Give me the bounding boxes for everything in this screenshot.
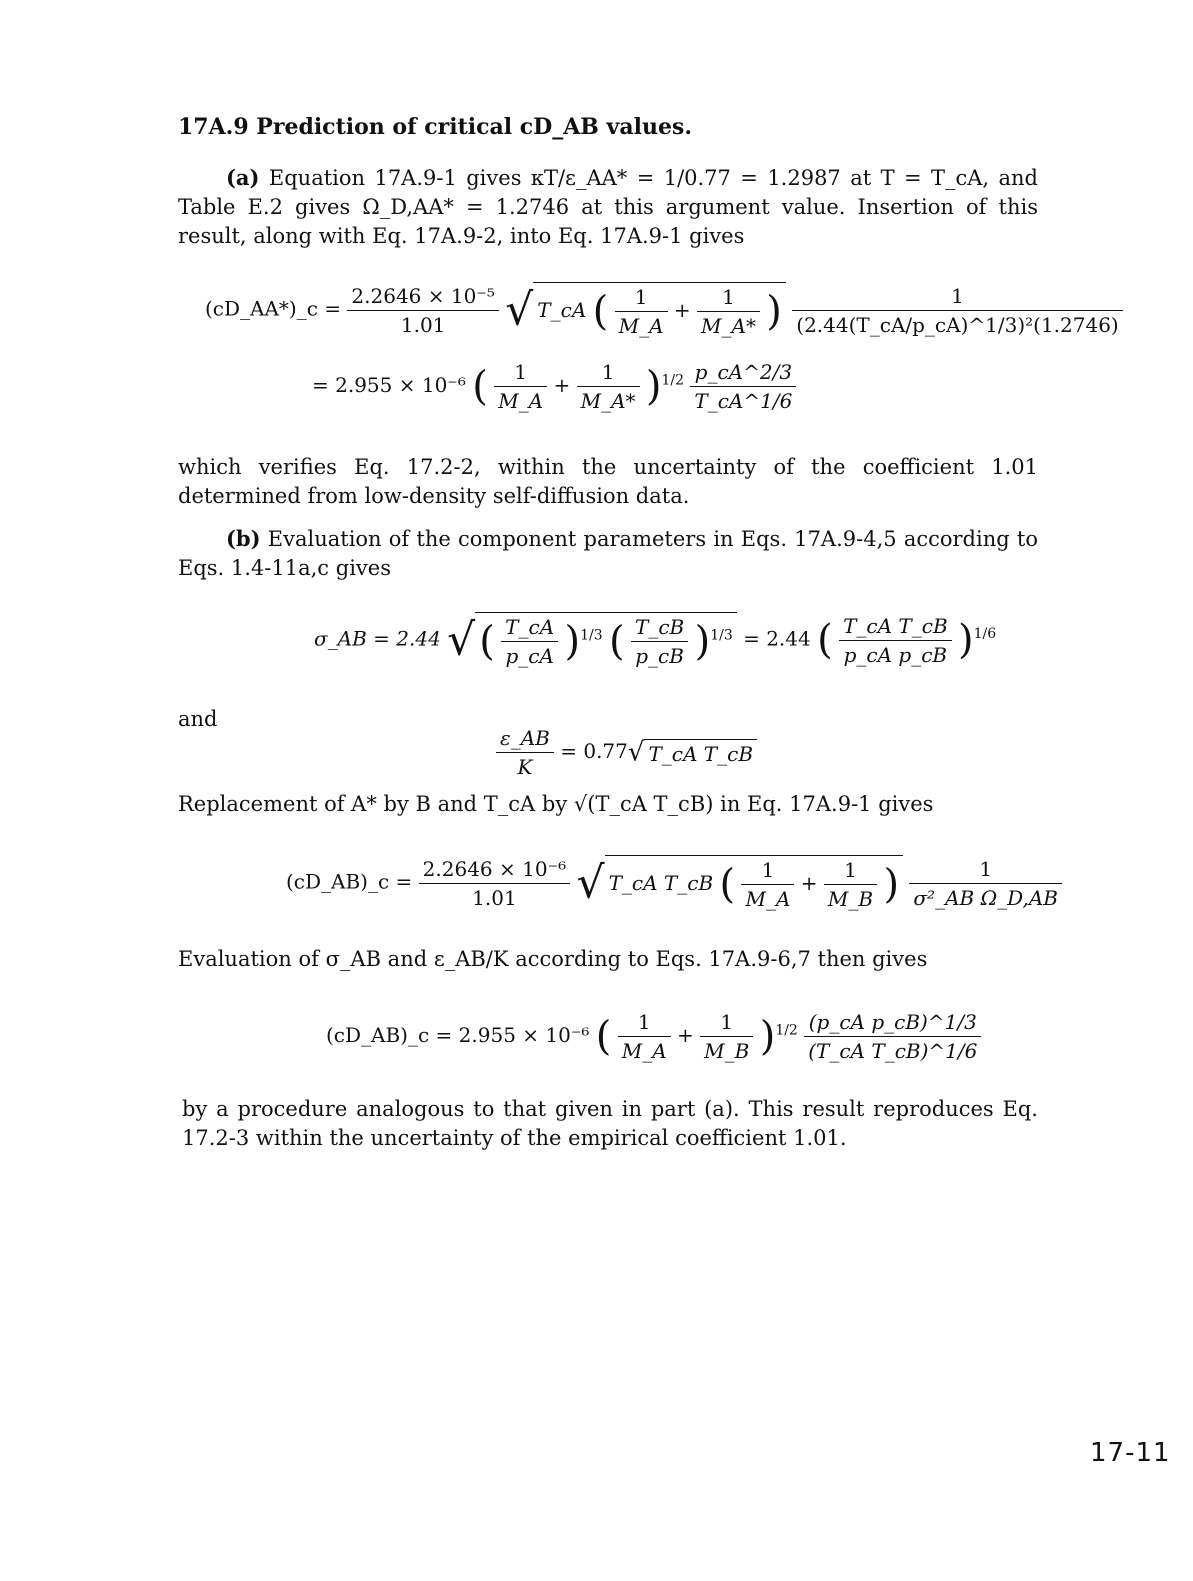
eq1-f2-den: M_A* [701, 314, 756, 338]
eq1-sqrt-body: T_cA [537, 298, 587, 322]
page-number-text: 17-11 [1090, 1438, 1171, 1468]
eq2-f1-den: M_A [498, 389, 544, 413]
evaluation-paragraph [178, 945, 1038, 974]
eq2-f2-num: 1 [577, 360, 640, 387]
eq3-f3-exp: 1/6 [973, 625, 997, 642]
eq2-f1-num: 1 [494, 360, 547, 387]
eq2-last-num: p_cA^2/3 [690, 360, 796, 387]
section-heading-text: 17A.9 Prediction of critical cD_AB values. [178, 114, 692, 140]
and-connector [178, 707, 218, 731]
paren-close-icon: ) [958, 617, 974, 663]
eq1-f2-num: 1 [697, 285, 760, 312]
eq5-last-den: σ²_AB Ω_D,AB [913, 885, 1058, 910]
eq6-f1-num: 1 [618, 1010, 671, 1037]
eq5-sqrt-body: T_cA T_cB [608, 871, 714, 895]
equation-sigma-ab [314, 612, 996, 668]
part-a-text: Equation 17A.9-1 gives κT/ε_AA* = 1/0.77 = 1.2987 at T = T_cA, and Table E.2 gives Ω_D,AA* = 1.2746 at this argument value. Insertion of this result, along with Eq. 17A.9-2, into Eq. 17A.9-1 gives [178, 166, 1038, 248]
replacement-paragraph [178, 790, 1038, 819]
sqrt-icon: √ [576, 857, 605, 909]
paren-close-icon: ) [766, 288, 782, 335]
and-text: and [178, 707, 218, 731]
equation-cdab-critical [286, 855, 1062, 911]
eq6-last-fraction [804, 1010, 981, 1063]
eq5-sqrt: T_cA T_cB ( $\frac{1}{M\_A}$ + $\frac{1}{M\_B}$ ) [605, 855, 903, 911]
eq3-f2-exp: 1/3 [710, 627, 733, 644]
equation-cdab-result: (cD_AB)_c = 2.955 × 10⁻⁶ ( $\frac{1}{M\_A}$ + $\frac{1}{M\_B}$ )$^{1/2}$ $\frac{\text{(p\_cA p\_cB)\textasciicircum{}1/3}}{\text{(T\_cA T\_cB)\textasciicircum{}1/6}}$ [326, 1010, 981, 1063]
eq1-sqrt: T_cA ( $\frac{1}{M\_A}$ + $\frac{1}{M\_A*}$ ) [533, 282, 786, 338]
sqrt-icon: √ [505, 284, 534, 336]
paren-open-icon: ( [719, 861, 736, 908]
paren-close-icon: ) [759, 1013, 776, 1060]
eq2-frac2 [577, 360, 640, 413]
paren-close-icon: ) [564, 618, 581, 665]
eq5-coef-num: 2.2646 × 10⁻⁶ [419, 857, 570, 884]
eq4-rhs: = 0.77 [560, 739, 628, 763]
eq5-coefficient [419, 857, 570, 910]
paren-open-icon: ( [479, 618, 495, 665]
eq1-frac2 [697, 285, 760, 338]
closing-text: by a procedure analogous to that given in part (a). This result reproduces Eq. 17.2-3 within the uncertainty of the empirical coefficient 1.01. [182, 1097, 1038, 1150]
eq5-f1-num: 1 [741, 858, 794, 885]
equation-cdaa-critical [205, 282, 1123, 338]
eq4-sqrt-body: T_cA T_cB [644, 739, 757, 766]
evaluation-text: Evaluation of σ_AB and ε_AB/K according to Eqs. 17A.9-6,7 then gives [178, 947, 928, 971]
eq4-den: K [517, 755, 533, 779]
paren-close-icon: ) [883, 861, 900, 908]
eq3-frac3 [839, 614, 952, 667]
eq5-f1-den: M_A [745, 887, 791, 911]
eq5-last-fraction [909, 857, 1062, 910]
eq3-frac2 [631, 615, 688, 668]
paren-close-icon: ) [645, 363, 662, 410]
paren-open-icon: ( [609, 618, 625, 665]
part-b-text: Evaluation of the component parameters in Eqs. 17A.9-4,5 according to Eqs. 1.4-11a,c gives [178, 527, 1038, 580]
sqrt-icon: √ [627, 737, 645, 768]
eq1-last-fraction [792, 284, 1122, 337]
eq4-num: ε_AB [496, 726, 554, 753]
eq2-frac1 [494, 360, 547, 413]
verification-paragraph [178, 453, 1038, 511]
eq1-coef-num: 2.2646 × 10⁻⁵ [347, 284, 498, 311]
equation-epsilon-ab [496, 726, 757, 779]
eq2-lhs: = 2.955 × 10⁻⁶ [312, 373, 466, 397]
eq6-exponent: 1/2 [775, 1022, 798, 1039]
eq1-coefficient [347, 284, 498, 337]
eq5-frac1 [741, 858, 794, 911]
eq1-lhs: (cD_AA*)_c = [205, 296, 342, 321]
eq3-f2-num: T_cB [631, 615, 688, 642]
part-a-label: (a) [226, 165, 260, 190]
eq3-f3-num: T_cA T_cB [839, 614, 952, 641]
eq1-last-den: (2.44(T_cA/p_cA)^1/3)²(1.2746) [796, 312, 1119, 337]
eq6-f2-den: M_B [704, 1039, 750, 1063]
paren-open-icon: ( [595, 1013, 612, 1060]
eq3-f1-exp: 1/3 [580, 627, 603, 644]
paren-open-icon: ( [472, 363, 488, 410]
eq5-f2-num: 1 [824, 858, 877, 885]
eq5-frac2 [824, 858, 877, 911]
eq3-f2-den: p_cB [635, 644, 684, 668]
equation-cdaa-result: = 2.955 × 10⁻⁶ ( $\frac{1}{M\_A}$ + $\frac{1}{M\_A*}$ )$^{1/2}$ $\frac{p\_cA\^{}2/3}{T\_cA\^{}1/6}$ [312, 360, 796, 413]
page-number [1090, 1438, 1171, 1468]
part-a-paragraph [178, 163, 1038, 251]
eq6-last-num: (p_cA p_cB)^1/3 [804, 1010, 981, 1037]
eq5-coef-den: 1.01 [472, 885, 517, 910]
paren-open-icon: ( [592, 288, 609, 335]
paren-open-icon: ( [817, 617, 833, 663]
eq6-last-den: (T_cA T_cB)^1/6 [808, 1039, 978, 1063]
eq6-f1-den: M_A [621, 1039, 667, 1063]
sqrt-icon: √ [447, 614, 476, 666]
eq3-f3-den: p_cA p_cB [843, 642, 948, 667]
eq1-f1-den: M_A [618, 314, 664, 338]
eq5-last-num: 1 [909, 857, 1062, 884]
eq2-last-fraction [690, 360, 796, 413]
part-b-paragraph [178, 524, 1038, 583]
eq3-f1-num: T_cA [501, 615, 558, 642]
eq6-lhs: (cD_AB)_c = 2.955 × 10⁻⁶ [326, 1023, 590, 1047]
verification-text: which verifies Eq. 17.2-2, within the uncertainty of the coefficient 1.01 determined from low-density self-diffusion data. [178, 455, 1038, 508]
eq2-last-den: T_cA^1/6 [694, 389, 793, 413]
eq1-last-num: 1 [792, 284, 1122, 311]
eq3-sqrt [475, 612, 737, 668]
eq4-fraction [496, 726, 554, 779]
paren-close-icon: ) [694, 618, 711, 665]
eq2-f2-den: M_A* [580, 389, 636, 413]
eq1-frac1 [615, 285, 668, 338]
part-b-label: (b) [226, 526, 261, 551]
eq2-exponent: 1/2 [661, 372, 685, 389]
eq5-lhs: (cD_AB)_c = [286, 869, 413, 894]
eq1-f1-num: 1 [615, 285, 668, 312]
eq5-f2-den: M_B [827, 887, 874, 911]
eq1-coef-den: 1.01 [400, 312, 446, 337]
eq3-middle: = 2.44 [743, 626, 811, 651]
eq6-frac2 [700, 1010, 753, 1063]
eq3-lhs: σ_AB = 2.44 [314, 626, 441, 651]
section-heading [178, 114, 692, 140]
eq3-frac1 [501, 615, 558, 668]
eq6-frac1 [618, 1010, 671, 1063]
eq6-f2-num: 1 [700, 1010, 753, 1037]
replacement-text: Replacement of A* by B and T_cA by √(T_cA T_cB) in Eq. 17A.9-1 gives [178, 792, 934, 816]
closing-paragraph [182, 1095, 1038, 1153]
eq3-f1-den: p_cA [505, 644, 554, 668]
